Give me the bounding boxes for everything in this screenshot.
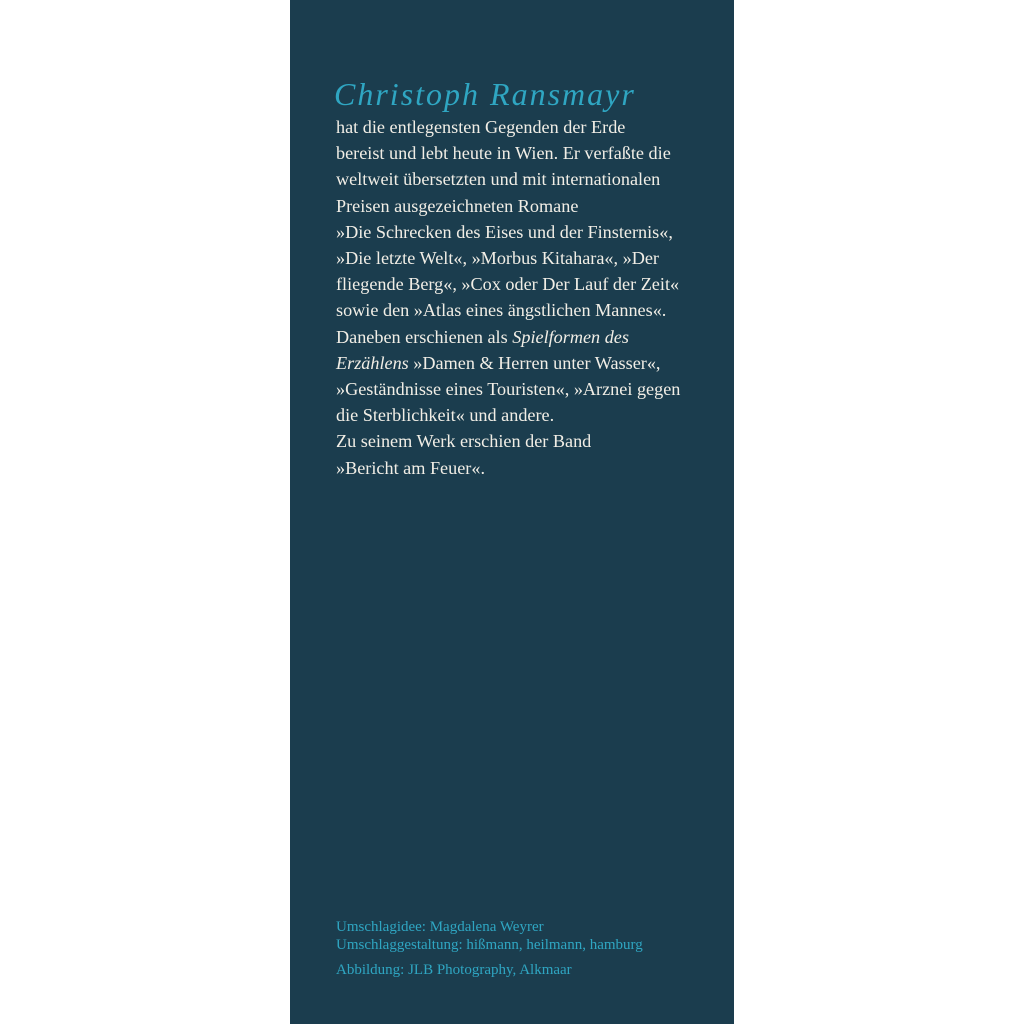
bio-line: bereist und lebt heute in Wien. Er verfaßte die: [336, 143, 671, 164]
bio-italic-text: Spielformen des: [512, 326, 629, 347]
bio-line: fliegende Berg«, »Cox oder Der Lauf der Zeit«: [336, 274, 680, 295]
bio-line: weltweit übersetzten und mit internationalen: [336, 169, 661, 190]
author-name: Christoph Ransmayr: [334, 76, 636, 112]
bio-line: »Bericht am Feuer«.: [336, 457, 485, 478]
bio-text: »Damen & Herren unter Wasser«,: [408, 352, 661, 373]
cover-credits: [336, 918, 728, 979]
author-biography: [336, 114, 728, 481]
bio-text: Daneben erschienen als: [336, 326, 513, 347]
bio-line: [336, 350, 728, 376]
bio-line: »Die letzte Welt«, »Morbus Kitahara«, »Der: [336, 248, 659, 269]
bio-line: sowie den »Atlas eines ängstlichen Mannes«.: [336, 300, 667, 321]
credit-cover-design: Umschlaggestaltung: hißmann, heilmann, hamburg: [336, 937, 643, 953]
bio-line: [336, 324, 728, 350]
bio-line: »Die Schrecken des Eises und der Finsternis«,: [336, 221, 673, 242]
bio-line: Preisen ausgezeichneten Romane: [336, 195, 579, 216]
bio-italic-text: Erzählens: [336, 352, 409, 373]
bio-line: hat die entlegensten Gegenden der Erde: [336, 117, 626, 137]
credit-image: Abbildung: JLB Photography, Alkmaar: [336, 962, 572, 978]
bio-line: »Geständnisse eines Touristen«, »Arznei gegen: [336, 379, 681, 400]
bio-line: Zu seinem Werk erschien der Band: [336, 431, 592, 452]
book-flap: [290, 0, 734, 1024]
credit-cover-idea: Umschlagidee: Magdalena Weyrer: [336, 919, 544, 935]
bio-line: die Sterblichkeit« und andere.: [336, 405, 555, 426]
